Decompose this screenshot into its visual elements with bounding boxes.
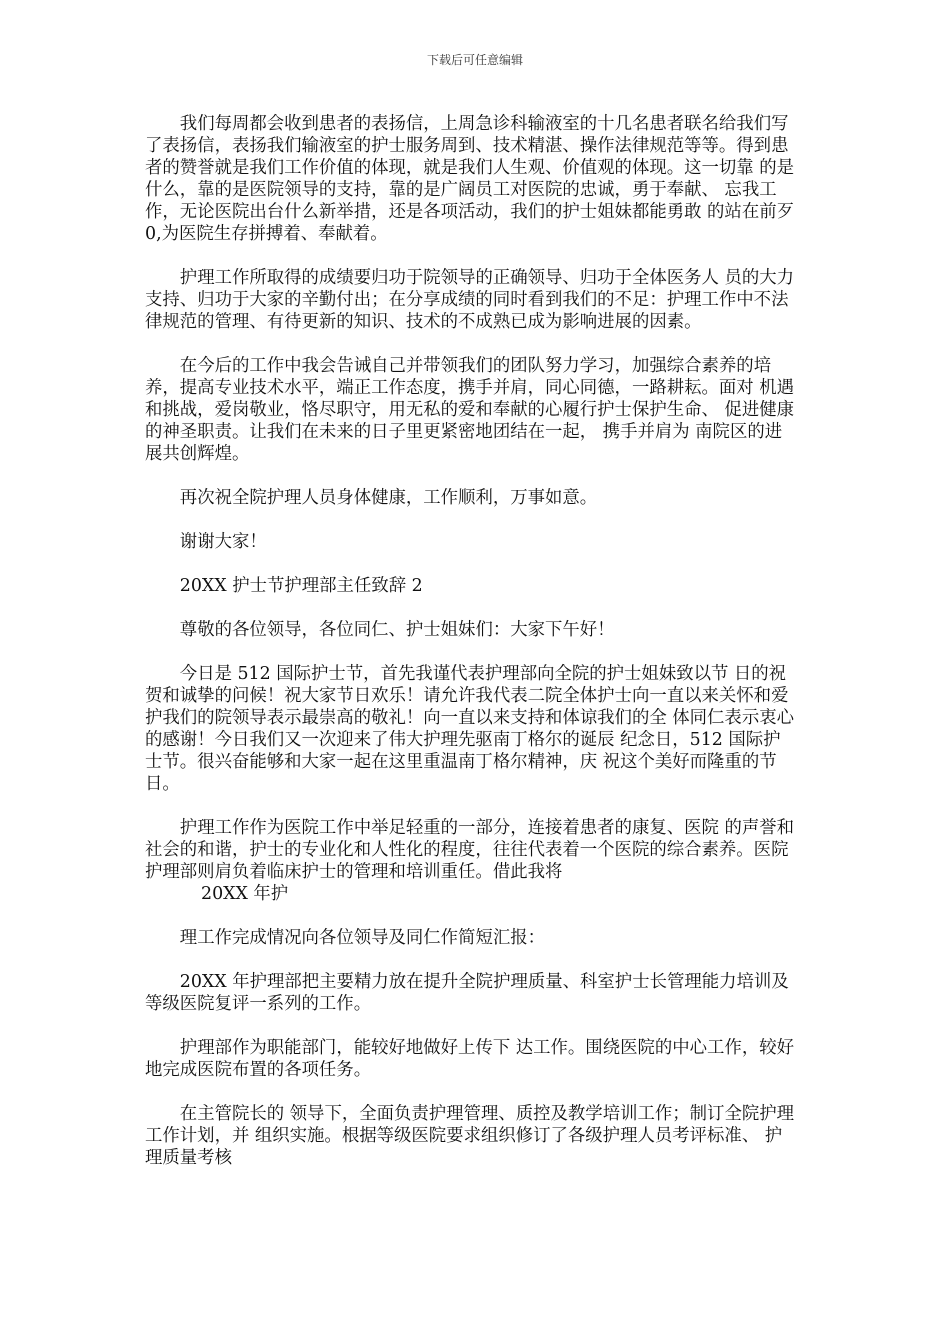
section-title: 20XX 护士节护理部主任致辞 2	[179, 576, 423, 596]
page-header: 下载后可任意编辑	[426, 53, 523, 67]
paragraph-wishes: 再次祝全院护理人员身体健康，工作顺利，万事如意。	[179, 488, 598, 508]
paragraph-year-fragment: 20XX 年护	[201, 884, 289, 904]
paragraph-future-work: 在今后的工作中我会告诫自己并带领我们的团队努力学习，加强综合素养的培 养，提高专业技术水平，端正工作态度，携手并肩，同心同德，一路耕耘。面对 机遇和挑战，爱岗敬业，恪尽职守，用无私的爱和奉献的心履行护士保护生命、 促进健康的神圣职责。让我们在未来的日子里更紧密地团结在一起， 携手并肩为 南院区的进展共创辉煌。	[145, 356, 794, 464]
paragraph-nursing-role: 护理工作作为医院工作中举足轻重的一部分，连接着患者的康复、医院 的声誉和社会的和谐，护士的专业化和人性化的程度，往往代表着一个医院的综合素养。医院护理部则肩负着临床护士的管理和培训重任。借此我将	[145, 818, 795, 882]
paragraph-thanks: 谢谢大家！	[179, 532, 267, 552]
document-body	[145, 113, 797, 1191]
paragraph-greeting: 尊敬的各位领导，各位同仁、护士姐妹们：大家下午好！	[179, 620, 615, 640]
paragraph-achievements: 护理工作所取得的成绩要归功于院领导的正确领导、归功于全体医务人 员的大力支持、归功于大家的辛勤付出；在分享成绩的同时看到我们的不足：护理工作中不法律规范的管理、有待更新的知识、技术的不成熟已成为影响进展的因素。	[145, 268, 795, 332]
paragraph-department-function: 护理部作为职能部门，能较好地做好上传下 达工作。围绕医院的中心工作，较好地完成医院布置的各项任务。	[145, 1038, 795, 1080]
paragraph-management: 在主管院长的 领导下，全面负责护理管理、质控及教学培训工作；制订全院护理工作计划，并 组织实施。根据等级医院要求组织修订了各级护理人员考评标准、 护理质量考核	[145, 1104, 795, 1168]
paragraph-patient-praise: 我们每周都会收到患者的表扬信，上周急诊科输液室的十几名患者联名给我们写 了表扬信，表扬我们输液室的护士服务周到、技术精湛、操作法律规范等等。得到患 者的赞誉就是我们工作价值的体现，就是我们人生观、价值观的体现。这一切靠 的是什么，靠的是医院领导的支持，靠的是广阔员工对医院的忠诚，勇于奉献、 忘我工作，无论医院出台什么新举措，还是各项活动，我们的护士姐妹都能勇敢 的站在前歹0,为医院生存拼搏着、奉献着。	[145, 114, 794, 244]
paragraph-main-focus: 20XX 年护理部把主要精力放在提升全院护理质量、科室护士长管理能力培训及等级医院复评一系列的工作。	[145, 972, 789, 1014]
paragraph-nurses-day: 今日是 512 国际护士节，首先我谨代表护理部向全院的护士姐妹致以节 日的祝贺和诚挚的问候！祝大家节日欢乐！请允许我代表二院全体护士向一直以来关怀和爱护我们的院领导表示最崇高的敬礼！向一直以来支持和体谅我们的全 体同仁表示衷心的感谢！今日我们又一次迎来了伟大护理先驱南丁格尔的诞辰 纪念日，512 国际护士节。很兴奋能够和大家一起在这里重温南丁格尔精神，庆 祝这个美好而隆重的节日。	[145, 664, 794, 794]
paragraph-report-intro: 理工作完成情况向各位领导及同仁作简短汇报：	[179, 928, 546, 948]
